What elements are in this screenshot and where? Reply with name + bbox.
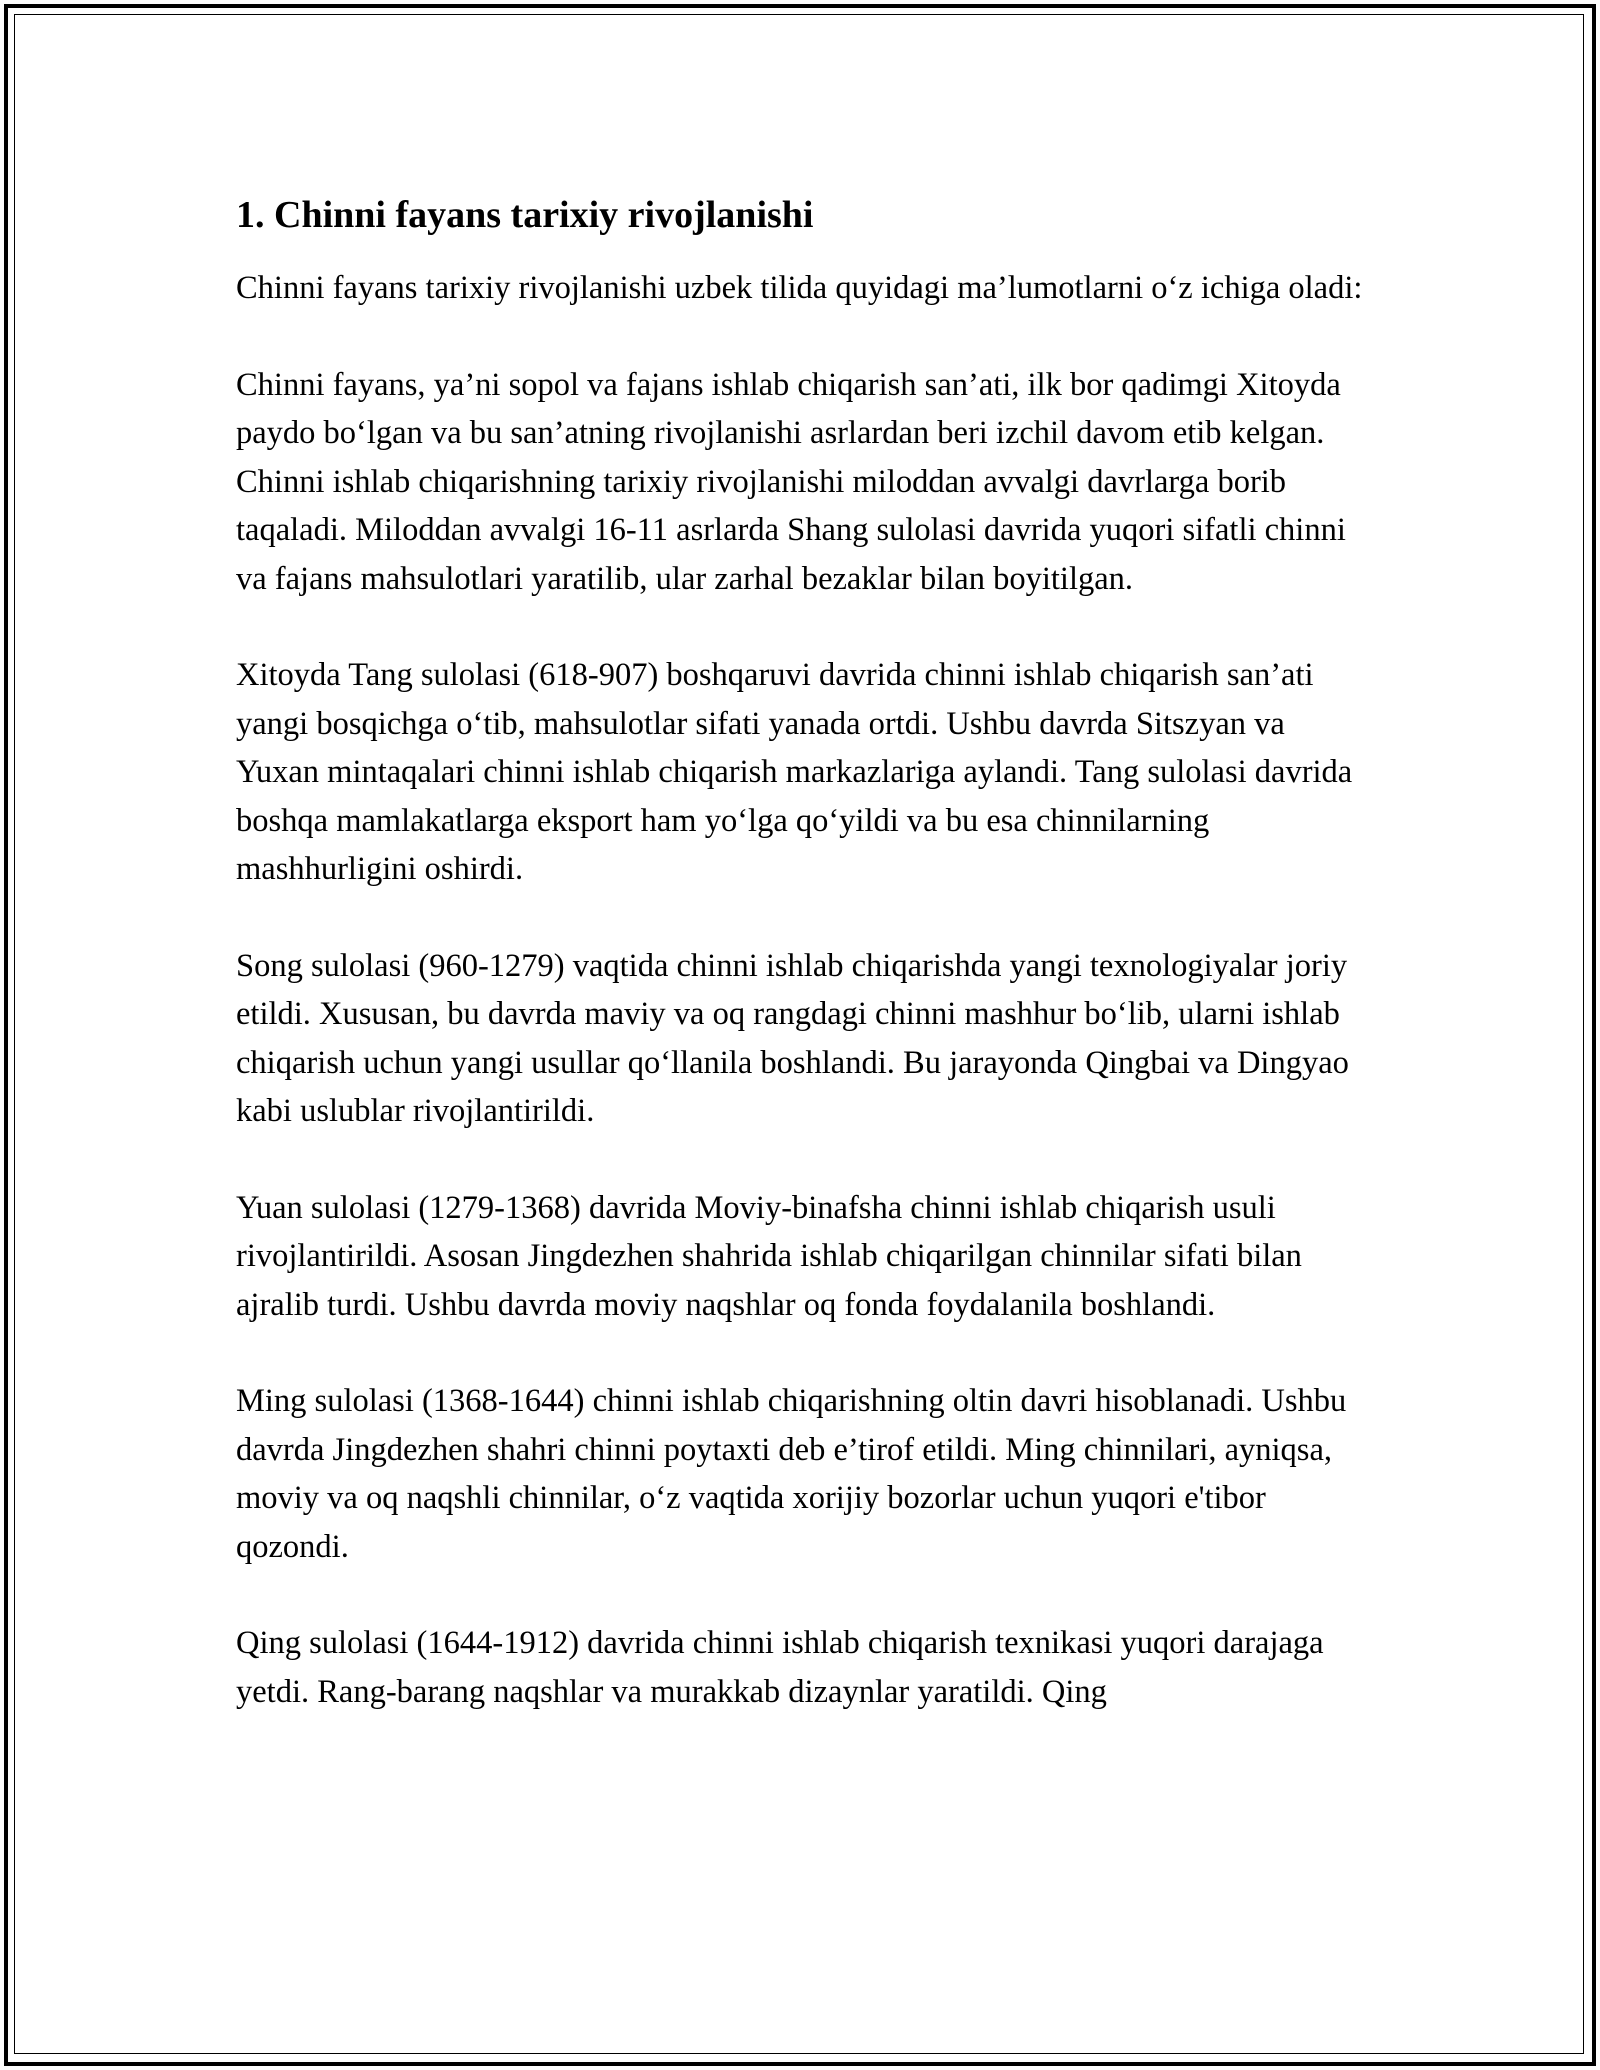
paragraph-yuan: Yuan sulolasi (1279-1368) davrida Moviy-binafsha chinni ishlab chiqarish usuli rivojlantirildi. Asosan Jingdezhen shahrida ishlab chiqarilgan chinnilar sifati bilan ajralib turdi. Ushbu davrda moviy naqshlar oq fonda foydalanila boshlandi. xyxy=(236,1189,1302,1323)
paragraph-ming: Ming sulolasi (1368-1644) chinni ishlab chiqarishning oltin davri hisoblanadi. Ushbu davrda Jingdezhen shahri chinni poytaxti deb e’tirof etildi. Ming chinnilari, ayniqsa, moviy va oq naqshli chinnilar, o‘z vaqtida xorijiy bozorlar uchun yuqori e'tibor qozondi. xyxy=(236,1383,1347,1565)
paragraph-origins: Chinni fayans, ya’ni sopol va fajans ishlab chiqarish san’ati, ilk bor qadimgi Xitoyda paydo bo‘lgan va bu san’atning rivojlanishi asrlardan beri izchil davom etib kelgan. Chinni ishlab chiqarishning tarixiy rivojlanishi miloddan avvalgi davrlarga borib taqaladi. Miloddan avvalgi 16-11 asrlarda Shang sulolasi davrida yuqori sifatli chinni va fajans mahsulotlari yaratilib, ular zarhal bezaklar bilan boyitilgan. xyxy=(236,366,1346,597)
paragraph-tang: Xitoyda Tang sulolasi (618-907) boshqaruvi davrida chinni ishlab chiqarish san’ati yangi bosqichga o‘tib, mahsulotlar sifati yanada ortdi. Ushbu davrda Sitszyan va Yuxan mintaqalari chinni ishlab chiqarish markazlariga aylandi. Tang sulolasi davrida boshqa mamlakatlarga eksport ham yo‘lga qo‘yildi va bu esa chinnilarning mashhurligini oshirdi. xyxy=(236,657,1353,887)
document-body xyxy=(236,188,1366,1764)
paragraph-song: Song sulolasi (960-1279) vaqtida chinni ishlab chiqarishda yangi texnologiyalar joriy etildi. Xususan, bu davrda maviy va oq rangdagi chinni mashhur bo‘lib, ularni ishlab chiqarish uchun yangi usullar qo‘llanila boshlandi. Bu jarayonda Qingbai va Dingyao kabi uslublar rivojlantirildi. xyxy=(236,947,1349,1129)
section-heading: 1. Chinni fayans tarixiy rivojlanishi xyxy=(236,194,814,236)
paragraph-intro: Chinni fayans tarixiy rivojlanishi uzbek tilida quyidagi ma’lumotlarni o‘z ichiga oladi: xyxy=(236,270,1363,306)
paragraph-qing: Qing sulolasi (1644-1912) davrida chinni ishlab chiqarish texnikasi yuqori darajaga yetdi. Rang-barang naqshlar va murakkab dizaynlar yaratildi. Qing xyxy=(236,1625,1324,1710)
